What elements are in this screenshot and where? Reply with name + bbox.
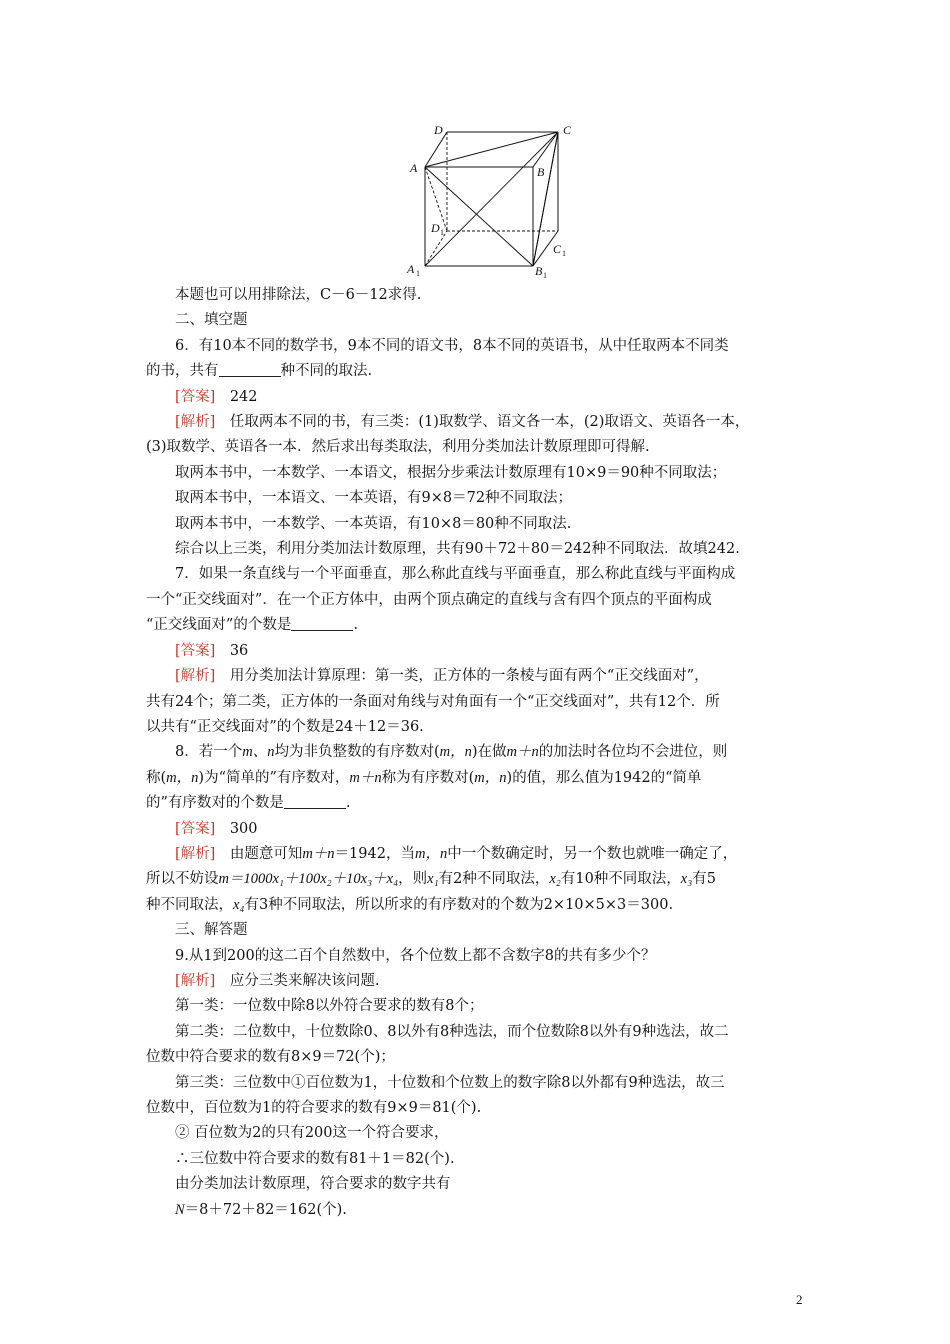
q8-line-3: 的”有序数对的个数是 . bbox=[146, 795, 351, 812]
q8-analysis-3: 种不同取法，x₄有3种不同取法，所以所求的有序数对的个数为2×10×5×3＝300. bbox=[146, 896, 674, 913]
q9-analysis-3: 第二类：二位数中，十位数除0、8以外有8种选法，而个位数除8以外有9种选法，故二 bbox=[175, 1023, 729, 1040]
label-b1-sub: 1 bbox=[543, 271, 547, 280]
answer-tag: [答案] bbox=[175, 642, 216, 659]
diag-a-b1 bbox=[425, 167, 533, 266]
q9-analysis-5: 第三类：三位数中①百位数为1，十位数和个位数上的数字除8以外都有9种选法，故三 bbox=[175, 1074, 725, 1091]
q8-analysis-2: 所以不妨设m＝1000x₁＋100x₂＋10x₃＋x₄，则x₁有2种不同取法，x₂有10种不同取法，x₃有5 bbox=[146, 871, 717, 888]
q6-analysis-3: 取两本书中，一本数学、一本语文，根据分步乘法计数原理有10×9＝90种不同取法； bbox=[175, 464, 727, 481]
diag-a-c bbox=[425, 132, 558, 167]
label-d: D bbox=[434, 123, 443, 137]
q9-analysis-6: 位数中，百位数为1的符合要求的数有9×9＝81(个). bbox=[146, 1100, 482, 1116]
q7-analysis-3: 以共有“正交线面对”的个数是24＋12＝36. bbox=[146, 718, 424, 735]
q8-answer: [答案] 300 bbox=[175, 820, 258, 837]
q6-line-2: 的书，共有 种不同的取法. bbox=[146, 363, 373, 380]
answer-blank bbox=[219, 362, 281, 377]
q9-analysis-2: 第一类：一位数中除8以外符合要求的数有8个； bbox=[175, 998, 484, 1015]
answer-blank bbox=[291, 616, 353, 631]
answer-blank bbox=[284, 794, 346, 809]
q7-line-3: “正交线面对”的个数是 . bbox=[146, 617, 358, 634]
q6-line-1: 6．有10本不同的数学书，9本不同的语文书，8本不同的英语书，从中任取两本不同类 bbox=[175, 337, 729, 354]
label-b: B bbox=[537, 165, 545, 179]
q9-analysis-4: 位数中符合要求的数有8×9＝72(个)； bbox=[146, 1049, 395, 1066]
q9-analysis-7: ② 百位数为2的只有200这一个符合要求， bbox=[175, 1125, 449, 1142]
section-heading-fill-blank: 二、填空题 bbox=[175, 312, 248, 329]
q7-line-1: 7．如果一条直线与一个平面垂直，那么称此直线与平面垂直，那么称此直线与平面构成 bbox=[175, 566, 736, 583]
answer-tag: [答案] bbox=[175, 820, 216, 837]
label-c1-sub: 1 bbox=[562, 249, 566, 258]
q7-analysis-2: 共有24个；第二类，正方体的一条面对角线与对角面有一个“正交线面对”，共有12个．所 bbox=[146, 693, 720, 710]
section-heading-solve: 三、解答题 bbox=[175, 922, 248, 939]
q8-line-1: 8．若一个m、n均为非负整数的有序数对(m，n)在做m＋n的加法时各位均不会进位，则 bbox=[175, 744, 728, 761]
q8-line-2: 称(m，n)为“简单的”有序数对，m＋n称为有序数对(m，n)的值，那么值为1942的“简单 bbox=[146, 769, 702, 786]
q9-analysis-9: 由分类加法计数原理，符合要求的数字共有 bbox=[175, 1176, 451, 1193]
q7-analysis-1: [解析] 用分类加法计算原理：第一类，正方体的一条棱与面有两个“正交线面对”， bbox=[175, 668, 709, 685]
q9-analysis-10: N＝8＋72＋82＝162(个). bbox=[175, 1201, 347, 1218]
page-number: 2 bbox=[796, 1292, 803, 1307]
q9-analysis-8: ∴三位数中符合要求的数有81＋1＝82(个). bbox=[175, 1150, 455, 1167]
cube-figure bbox=[395, 120, 585, 280]
analysis-tag: [解析] bbox=[175, 845, 216, 862]
label-d1: D bbox=[431, 221, 440, 235]
q6-analysis-2: (3)取数学、英语各一本．然后求出每类取法，利用分类加法计数原理即可得解. bbox=[146, 439, 650, 456]
label-a1-sub: 1 bbox=[416, 269, 420, 278]
analysis-tag: [解析] bbox=[175, 414, 216, 431]
label-a1: A bbox=[407, 262, 415, 276]
q6-answer: [答案] 242 bbox=[175, 388, 258, 405]
answer-tag: [答案] bbox=[175, 388, 216, 405]
analysis-tag: [解析] bbox=[175, 972, 216, 989]
analysis-tag: [解析] bbox=[175, 668, 216, 685]
diag-a1-c bbox=[425, 132, 558, 266]
q6-analysis-4: 取两本书中，一本语文、一本英语，有9×8＝72种不同取法； bbox=[175, 490, 573, 507]
label-d1-sub: 1 bbox=[440, 228, 444, 237]
exclusion-note: 本题也可以用排除法，C－6－12求得. bbox=[175, 287, 422, 303]
q7-answer: [答案] 36 bbox=[175, 642, 249, 659]
q6-analysis-5: 取两本书中，一本数学、一本英语，有10×8＝80种不同取法. bbox=[175, 515, 572, 532]
label-a: A bbox=[410, 161, 418, 175]
q9-line-1: 9.从1到200的这二百个自然数中，各个位数上都不含数字8的共有多少个？ bbox=[175, 947, 656, 964]
document-body bbox=[146, 283, 806, 1223]
q7-line-2: 一个“正交线面对”．在一个正方体中，由两个顶点确定的直线与含有四个顶点的平面构成 bbox=[146, 591, 712, 608]
label-b1: B bbox=[535, 264, 543, 278]
q6-analysis-6: 综合以上三类，利用分类加法计数原理，共有90＋72＋80＝242种不同取法．故填242. bbox=[175, 541, 740, 558]
cube-diagram bbox=[395, 120, 585, 280]
q8-analysis-1: [解析] 由题意可知m＋n＝1942，当m，n中一个数确定时，另一个数也就唯一确定了， bbox=[175, 845, 738, 862]
label-c: C bbox=[563, 123, 572, 137]
label-c1: C bbox=[553, 242, 562, 256]
q6-analysis-1: [解析] 任取两本不同的书，有三类：(1)取数学、语文各一本，(2)取语文、英语各一本， bbox=[175, 414, 750, 431]
q9-analysis-1: [解析] 应分三类来解决该问题. bbox=[175, 972, 380, 989]
